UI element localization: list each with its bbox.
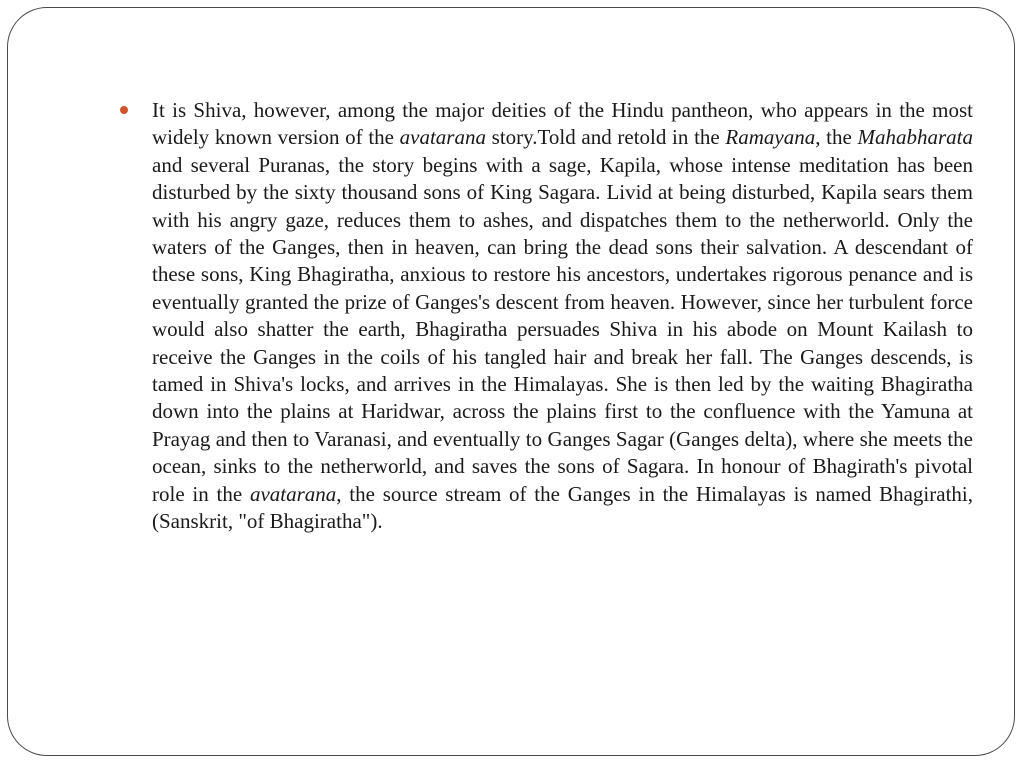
text-segment: It is Shiva, however, among the major deities of the Hindu pantheon, who appears in the most widely known version of the [152, 98, 973, 150]
bullet-item [118, 97, 973, 536]
italic-term-avatarana: avatarana [249, 481, 337, 506]
bullet-paragraph [152, 97, 973, 536]
slide-content [118, 97, 973, 536]
text-segment: and several Puranas, the story begins with a sage, Kapila, whose intense meditation has been disturbed by the sixty thousand sons of King Sagara. Livid at being disturbed, Kapila sears them with his angry gaze, reduces them to ashes, and dispatches them to the netherworld. Only the waters of the Ganges, then in heaven, can bring the dead sons their salvation. A descendant of these sons, King Bhagiratha, anxious to restore his ancestors, undertakes rigorous penance and is eventually granted the prize of Ganges's descent from heaven. However, since her turbulent force would also shatter the earth, Bhagiratha persuades Shiva in his abode on Mount Kailash to receive the Ganges in the coils of his tangled hair and break her fall. The Ganges descends, is tamed in Shiva's locks, and arrives in the Himalayas. She is then led by the waiting Bhagiratha down into the plains at Haridwar, across the plains first to the confluence with the Yamuna at Prayag and then to Varanasi, and eventually to Ganges Sagar (Ganges delta), where she meets the ocean, sinks to the netherworld, and saves the sons of Sagara. In honour of Bhagirath's pivotal role in the [152, 152, 973, 506]
text-segment: , the source stream of the Ganges in the Himalayas is named Bhagirathi, (Sanskrit, "of Bhagiratha"). [152, 481, 973, 534]
italic-term-mahabharata: Mahabharata [857, 125, 973, 150]
text-segment: , the [815, 125, 858, 150]
italic-term-ramayana: Ramayana [725, 125, 816, 150]
italic-term-avatarana: avatarana [399, 125, 486, 150]
text-segment: story.Told and retold in the [485, 125, 726, 150]
bullet-dot-icon [120, 106, 128, 114]
slide-frame [7, 7, 1015, 756]
